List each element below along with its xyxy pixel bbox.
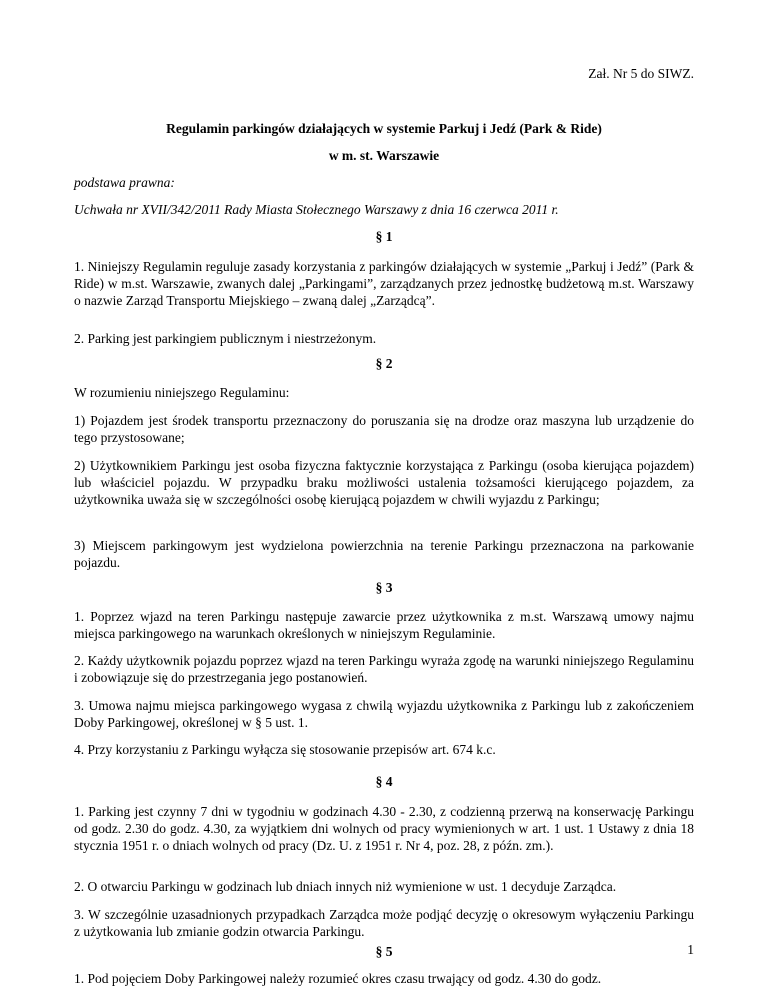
paragraph: 2. Parking jest parkingiem publicznym i niestrzeżonym. <box>74 331 377 346</box>
paragraph: 4. Przy korzystaniu z Parkingu wyłącza się stosowanie przepisów art. 674 k.c. <box>74 742 496 757</box>
paragraph: 2) Użytkownikiem Parkingu jest osoba fizyczna faktycznie korzystająca z Parkingu (osoba kierująca pojazdem) lub właściciel pojazdu. W przypadku braku możliwości ustalenia tożsamości kierującego pojazdem, za użytkownika uważa się w szczególności osobę kierującą pojazdem w chwili wyjazdu z Parkingu; <box>74 458 694 507</box>
legal-basis-text: Uchwała nr XVII/342/2011 Rady Miasta Stołecznego Warszawy z dnia 16 czerwca 2011 r. <box>74 202 559 217</box>
legal-basis-label: podstawa prawna: <box>74 175 175 190</box>
paragraph: 3. Umowa najmu miejsca parkingowego wygasa z chwilą wyjazdu użytkownika z Parkingu lub z zakończeniem Doby Parkingowej, określonej w § 5 ust. 1. <box>74 698 694 730</box>
attachment-label: Zał. Nr 5 do SIWZ. <box>588 66 694 81</box>
page-number: 1 <box>687 942 694 957</box>
paragraph: 1) Pojazdem jest środek transportu przeznaczony do poruszania się na drodze oraz maszyna lub urządzenie do tego przystosowane; <box>74 413 694 445</box>
paragraph: 1. Niniejszy Regulamin reguluje zasady korzystania z parkingów działających w systemie „Parkuj i Jedź” (Park & Ride) w m.st. Warszawie, zwanych dalej „Parkingami”, zarządzanych przez jednostkę budżetową m.st. Warszawy o nazwie Zarząd Transportu Miejskiego – zwaną dalej „Zarządcą”. <box>74 259 694 308</box>
section-heading: § 4 <box>375 774 393 789</box>
paragraph: 2. O otwarciu Parkingu w godzinach lub dniach innych niż wymienione w ust. 1 decyduje Zarządca. <box>74 879 617 894</box>
paragraph: 3) Miejscem parkingowym jest wydzielona powierzchnia na terenie Parkingu przeznaczona na parkowanie pojazdu. <box>74 538 694 570</box>
document-title: Regulamin parkingów działających w systemie Parkuj i Jedź (Park & Ride) <box>166 121 602 136</box>
paragraph: 2. Każdy użytkownik pojazdu poprzez wjazd na teren Parkingu wyraża zgodę na warunki niniejszego Regulaminu i zobowiązuje się do przestrzegania jego postanowień. <box>74 653 694 685</box>
document-subtitle: w m. st. Warszawie <box>328 148 440 163</box>
paragraph: W rozumieniu niniejszego Regulaminu: <box>74 385 290 400</box>
paragraph: 3. W szczególnie uzasadnionych przypadkach Zarządca może podjąć decyzję o okresowym wyłączeniu Parkingu z użytkowania lub zmianie godzin otwarcia Parkingu. <box>74 907 694 939</box>
section-heading: § 5 <box>375 944 393 959</box>
paragraph: 1. Poprzez wjazd na teren Parkingu następuje zawarcie przez użytkownika z m.st. Warszawą umowy najmu miejsca parkingowego na warunkach określonych w niniejszym Regulaminie. <box>74 609 694 641</box>
section-heading: § 2 <box>375 356 393 371</box>
paragraph: 1. Parking jest czynny 7 dni w tygodniu w godzinach 4.30 - 2.30, z codzienną przerwą na konserwację Parkingu od godz. 2.30 do godz. 4.30, za wyjątkiem dni wolnych od pracy wymienionych w art. 1 ust. 1 Ustawy z dnia 18 stycznia 1951 r. o dniach wolnych od pracy (Dz. U. z 1951 r. Nr 4, poz. 28, z późn. zm.). <box>74 804 694 853</box>
section-heading: § 1 <box>375 229 393 244</box>
paragraph: 1. Pod pojęciem Doby Parkingowej należy rozumieć okres czasu trwający od godz. 4.30 do godz. <box>74 971 602 986</box>
section-heading: § 3 <box>375 580 393 595</box>
